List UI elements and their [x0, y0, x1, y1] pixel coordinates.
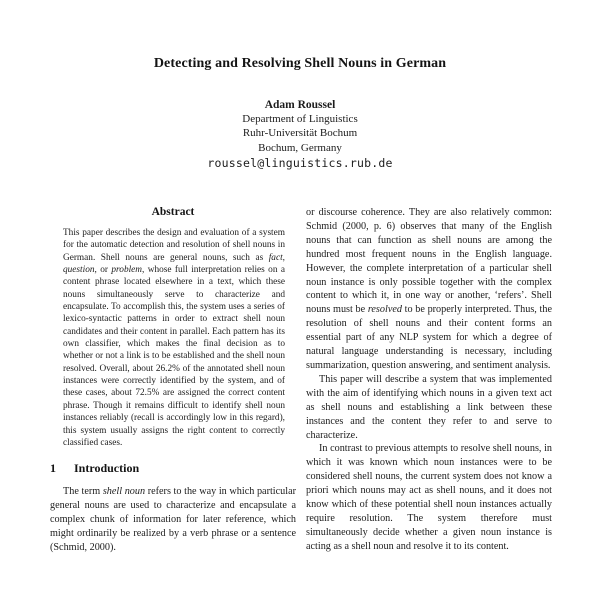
author-affiliation-city: Bochum, Germany — [258, 141, 342, 154]
author-email: roussel@linguistics.rub.de — [207, 155, 393, 170]
section-title: Introduction — [74, 461, 140, 476]
paper-title: Detecting and Resolving Shell Nouns in German — [153, 56, 447, 71]
section-number: 1 — [50, 461, 56, 476]
abstract-text: This paper describes the design and evaluation of a system for the automatic detection and resolution of shell nouns in German. Shell nouns are general nouns, such as fact, question, or problem, whose full interpretation relies on a content phrase located elsewhere in a text, which these nouns simultaneously serve to characterize and encapsulate. To accomplish this, the system uses a series of lexico-syntactic patterns in order to extract shell noun candidates and their content in parallel. Each pattern has its own classifier, which makes the final decision as to whether or not a link is to be established and the shell noun resolved. Overall, about 26.2% of the annotated shell noun instances were correctly identified by the system, and of these cases, about 72.5% are assigned the correct content phrase. Though it remains difficult to identify shell noun instances reliably (recall is accordingly low in this regard), this system usually assigns the right content to correctly classified cases. — [63, 228, 286, 448]
abstract-heading: Abstract — [151, 206, 195, 218]
section-heading-introduction — [50, 461, 296, 476]
body-paragraph-continuation: or discourse coherence. They are also relatively common: Schmid (2000, p. 6) observes that many of the English nouns that can function as shell nouns are among the hundred most frequent nouns in the English language. However, the complete interpretation of a particular shell noun instance is only possible together with the complex content to which it, in one way or another, ‘refers’. Shell nouns must be resolved to be properly interpreted. Thus, the resolution of shell nouns and their content forms an essential part of any NLP system for which a degree of natural language understanding is necessary, including summarization, question answering, and sentiment analysis. — [306, 207, 552, 371]
body-paragraph-contrast: In contrast to previous attempts to resolve shell nouns, in which it was known which noun instances were to be considered shell nouns, the current system does not know a priori which nouns may act as shell nouns, and it does not know which of these potential shell noun instances actually require resolution. The system therefore must simultaneously decide whether a given noun instance is acting as a shell noun and resolve it to its content. — [306, 443, 552, 552]
author-name: Adam Roussel — [264, 99, 336, 111]
author-affiliation-department: Department of Linguistics — [242, 113, 358, 126]
intro-paragraph: The term shell noun refers to the way in which particular general nouns are used to characterize and encapsulate a complex chunk of information for later reference, which might ordinarily be realized by a verb phrase or a sentence (Schmid, 2000). — [50, 486, 296, 553]
author-block — [0, 98, 600, 170]
body-paragraph-system-description: This paper will describe a system that was implemented with the aim of identifying which nouns in a given text act as shell nouns and establishing a link between these instances and the content they refer to and serve to characterize. — [306, 373, 552, 441]
left-column — [50, 206, 296, 555]
right-column — [306, 206, 552, 554]
author-affiliation-university: Ruhr-Universität Bochum — [242, 127, 358, 140]
